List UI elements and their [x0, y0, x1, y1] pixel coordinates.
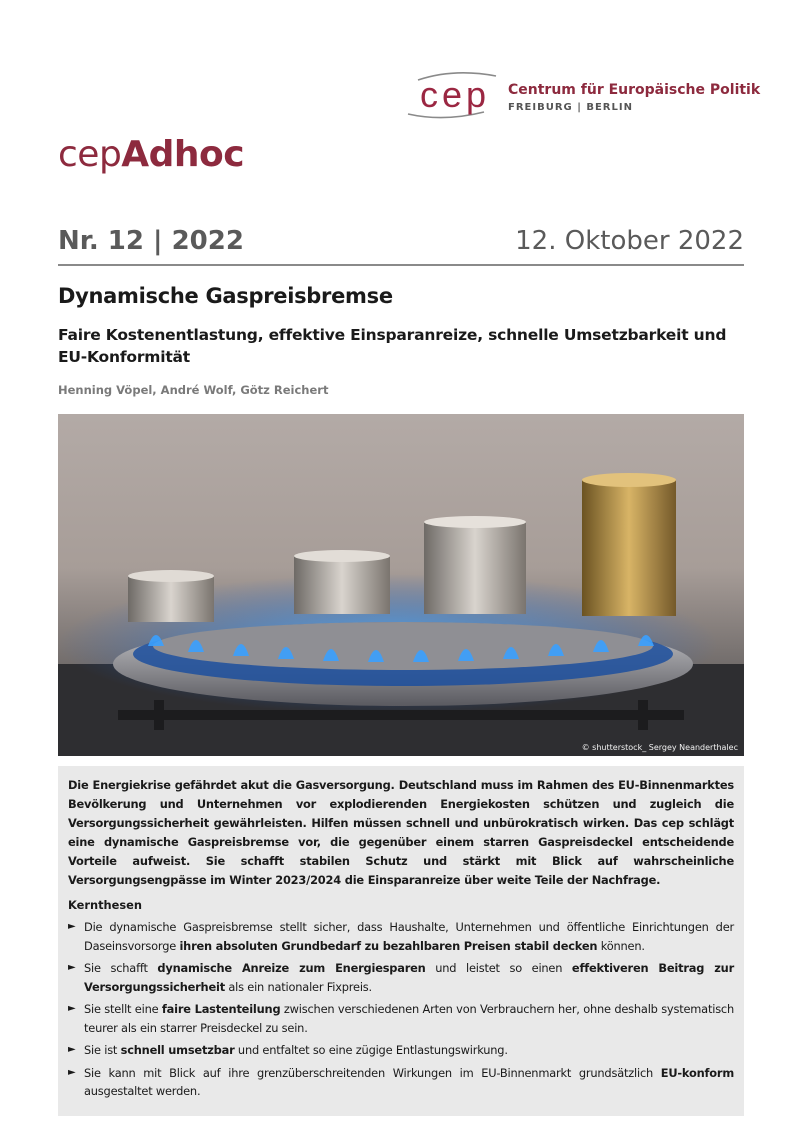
summary-box — [58, 766, 744, 1116]
institution-name: Centrum für Europäische Politik — [508, 82, 761, 98]
issue-row — [58, 226, 744, 266]
arrow-right-icon: ► — [68, 1003, 76, 1014]
arrow-right-icon: ► — [68, 962, 76, 973]
gas-burner-coins-illustration — [58, 414, 744, 756]
cover-photo — [58, 414, 744, 756]
arrow-right-icon: ► — [68, 921, 76, 932]
article-subtitle: Faire Kostenentlastung, effektive Einsparanreize, schnelle Umsetzbarkeit und EU-Konformität — [58, 326, 727, 366]
thesis-item: ► Sie kann mit Blick auf ihre grenzüberschreitenden Wirkungen im EU-Binnenmarkt grundsätzlich EU-konform ausgestaltet werden. — [68, 1065, 734, 1098]
cep-logo — [404, 66, 761, 122]
brand-bold: Adhoc — [121, 134, 245, 175]
issue-date: 12. Oktober 2022 — [515, 226, 744, 256]
coin-stack-1 — [128, 570, 214, 622]
coin-stack-4 — [582, 473, 676, 616]
photo-credit: © shutterstock_ Sergey Neanderthalec — [581, 743, 738, 752]
thesis-item: ► Sie schafft dynamische Anreize zum Energiesparen und leistet so einen effektiveren Beitrag zur Versorgungssicherheit als ein nationaler Fixpreis. — [68, 961, 734, 994]
coin-stack-2 — [294, 550, 390, 614]
summary-intro: Die Energiekrise gefährdet akut die Gasversorgung. Deutschland muss im Rahmen des EU-Binnenmarktes Bevölkerung und Unternehmen vor explodierenden Energiekosten schützen und zugleich die Versorgungssicherheit gewährleisten. Hilfen müssen schnell und unbürokratisch wirken. Das cep schlägt eine dynamische Gaspreisbremse vor, die gegenüber einem starren Gaspreisdeckel entscheidende Vorteile aufweist. Sie schafft stabilen Schutz und stärkt mit Blick auf wahrscheinliche Versorgungsengpässe im Winter 2023/2024 die Einsparanreize über weite Teile der Nachfrage. — [68, 778, 734, 887]
article-authors: Henning Vöpel, André Wolf, Götz Reichert — [58, 383, 329, 397]
thesis-item: ► Sie stellt eine faire Lastenteilung zwischen verschiedenen Arten von Verbrauchern her, ohne deshalb systematisch teurer als ein starrer Preisdeckel zu sein. — [68, 1002, 735, 1035]
kernthesen-list — [68, 918, 734, 1101]
brand-light: cep — [58, 134, 122, 175]
arrow-right-icon: ► — [68, 1044, 76, 1055]
arrow-right-icon: ► — [68, 1066, 76, 1078]
kernthesen-heading: Kernthesen — [68, 898, 142, 912]
article-title: Dynamische Gaspreisbremse — [58, 284, 393, 308]
logo-mark: cep — [420, 74, 491, 115]
coin-stack-3 — [424, 516, 526, 614]
thesis-item: ► Die dynamische Gaspreisbremse stellt sicher, dass Haushalte, Unternehmen und öffentliche Einrichtungen der Daseinsvorsorge ihren absoluten Grundbedarf zu bezahlbaren Preisen stabil decken können. — [68, 920, 734, 953]
series-brand — [58, 134, 244, 175]
institution-cities: FREIBURG | BERLIN — [508, 102, 633, 113]
issue-number: Nr. 12 | 2022 — [58, 226, 244, 256]
thesis-item: ► Sie ist schnell umsetzbar und entfaltet so eine zügige Entlastungswirkung. — [68, 1041, 734, 1060]
